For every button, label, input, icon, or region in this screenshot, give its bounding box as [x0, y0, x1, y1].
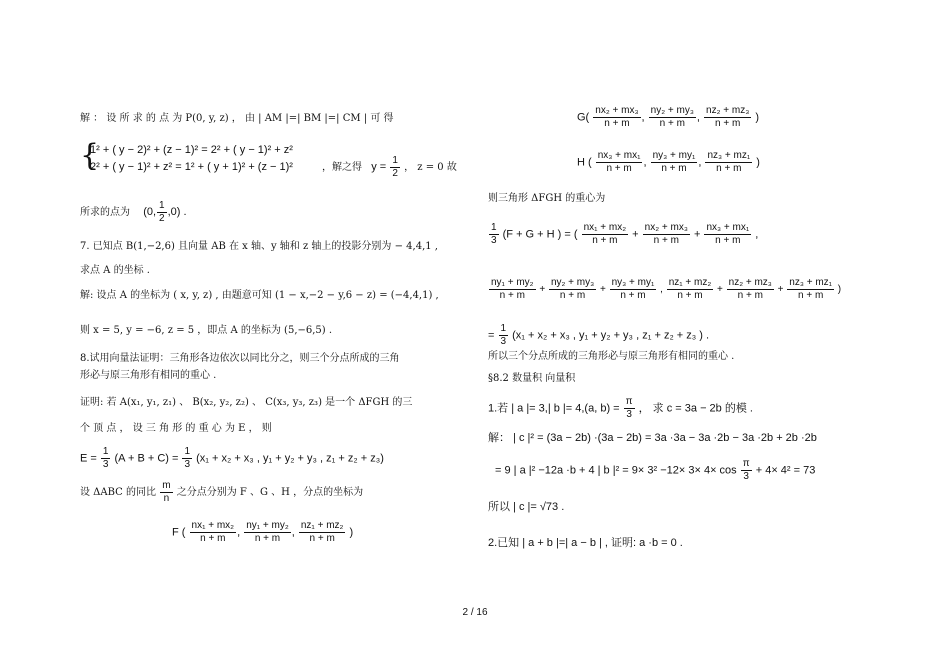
solve-label: ，解之得: [322, 162, 362, 173]
fraction-one-third: $\frac{1}{3}$: [184, 446, 191, 470]
problem-7-result: 则 x = 5, y = −6, z = 5 ，即点 A 的坐标为 (5,−6,5) .: [80, 325, 333, 336]
point-F-coordinates: F ( $\frac{\text{nx₁ + mx₂}}{n + m}$ , $\frac{\text{ny₁ + my₂}}{n + m}$ , $\frac{\text{nz₁ + mz₂}}{n + m}$ ): [172, 520, 354, 544]
problem-2: 2.已知 | a + b |=| a − b | , 证明: a ·b = 0 .: [488, 537, 683, 549]
problem-1: 1.若 | a |= 3,| b |= 4,(a, b) = $\frac{\pi}{3}$ ， 求 c = 3a − 2b 的模 .: [488, 396, 753, 420]
problem-7: 7. 已知点 B(1,−2,6) 且向量 AB 在 x 轴、y 轴和 z 轴上的投影分别为 − 4,4,1 ,: [80, 241, 438, 252]
right-column: [475, 0, 950, 672]
proof-line-2: 个 顶 点 ， 设 三 角 形 的 重 心 为 E ， 则: [80, 423, 272, 434]
equation-system-line-1: 1² + ( y − 2)² + (z − 1)² = 2² + ( y − 1)² + z²: [90, 144, 293, 156]
system-brace: {: [80, 138, 100, 173]
problem-1-answer: 所以 | c |= √73 .: [488, 501, 565, 513]
problem-1-solution: 解： | c |² = (3a − 2b) ·(3a − 2b) = 3a ·3a − 3a ·2b − 3a ·2b + 2b ·2b: [488, 432, 817, 444]
proof-line-1: 证明: 若 A(x₁, y₁, z₁) 、 B(x₂, y₂, z₂) 、 C(x₃, y₃, z₃) 是一个 ΔFGH 的三: [80, 397, 413, 408]
sum-FGH-line-1: $\frac{1}{3}$ (F + G + H ) = ( $\frac{\text{nx₁ + mx₂}}{n + m}$ + $\frac{\text{nx₂ + mx₃}}{n + m}$ + $\frac{\text{nx₃ + mx₁}}{n + m}$ ,: [491, 222, 759, 246]
fraction-m-over-n: $\frac{m}{n}$: [162, 480, 171, 504]
equation-system-line-2: 2² + ( y − 1)² + z² = 1² + ( y + 1)² + (z − 1)²: [90, 161, 293, 173]
fraction-one-third: $\frac{1}{3}$: [102, 446, 109, 470]
division-points-text: 设 ΔABC 的同比 $\frac{m}{n}$ 之分点分别为 F 、G 、H ，分点的坐标为: [80, 480, 364, 504]
problem-7-question: 求点 A 的坐标 .: [80, 265, 150, 276]
centroid-result: = $\frac{1}{3}$ (x₁ + x₂ + x₃ , y₁ + y₂ + y₃ , z₁ + z₂ + z₃ ) .: [488, 323, 710, 347]
centroid-of-FGH-text: 则三角形 ΔFGH 的重心为: [488, 193, 606, 204]
centroid-formula: E = $\frac{1}{3}$ (A + B + C) = $\frac{1}{3}$ (x₁ + x₂ + x₃ , y₁ + y₂ + y₃ , z₁ + z₂ + z₃): [80, 446, 384, 470]
solution-result: 所求的点为 (0, $\frac{1}{2}$ ,0) .: [80, 200, 187, 224]
conclusion-text: 所以三个分点所成的三角形必与原三角形有相同的重心 .: [488, 351, 735, 362]
sum-FGH-line-2: $\frac{\text{ny₁ + my₂}}{n + m}$ + $\frac{\text{ny₂ + my₃}}{n + m}$ + $\frac{\text{ny₃ + my₁}}{n + m}$ , $\frac{\text{nz₁ + mz₂}}{n + m}$ + $\frac{\text{nz₂ + mz₃}}{n + m}$ + $\frac{\text{nz₃ + mz₁}}{n + m}$ ): [491, 277, 842, 301]
solve-text: [322, 155, 457, 180]
fraction-one-half: $\frac{1}{2}$: [159, 200, 165, 224]
point-H-coordinates: H ( $\frac{\text{nx₃ + mx₁}}{n + m}$ , $\frac{\text{ny₃ + my₁}}{n + m}$ , $\frac{\text{nz₃ + mz₁}}{n + m}$ ): [577, 150, 760, 174]
problem-7-solution: 解: 设点 A 的坐标为 ( x, y, z) , 由题意可知 (1 − x,−2 − y,6 − z) = (−4,4,1) ,: [80, 290, 439, 301]
section-heading: §8.2 数量积 向量积: [488, 373, 576, 384]
problem-8-cont: 形必与原三角形有相同的重心 .: [80, 370, 217, 381]
point-G-coordinates: G( $\frac{\text{nx₂ + mx₃}}{n + m}$ , $\frac{\text{ny₂ + my₃}}{n + m}$ , $\frac{\text{nz₂ + mz₃}}{n + m}$ ): [577, 105, 760, 129]
z-equals-zero: ， z = 0 故: [404, 162, 457, 173]
page-number: 2 / 16: [462, 607, 488, 618]
problem-1-calc: = 9 | a |² −12a ·b + 4 | b |² = 9× 3² −12× 3× 4× cos $\frac{\pi}{3}$ + 4× 4² = 73: [495, 458, 816, 482]
problem-8: 8.试用向量法证明：三角形各边依次以同比分之，则三个分点所成的三角: [80, 353, 400, 364]
y-equals: y =: [371, 161, 387, 173]
fraction-one-half: $\frac{1}{2}$: [392, 155, 398, 179]
solution-line-1: 解 ： 设 所 求 的 点 为 P(0, y, z) ， 由 | AM |=| BM |=| CM | 可 得: [80, 113, 394, 124]
